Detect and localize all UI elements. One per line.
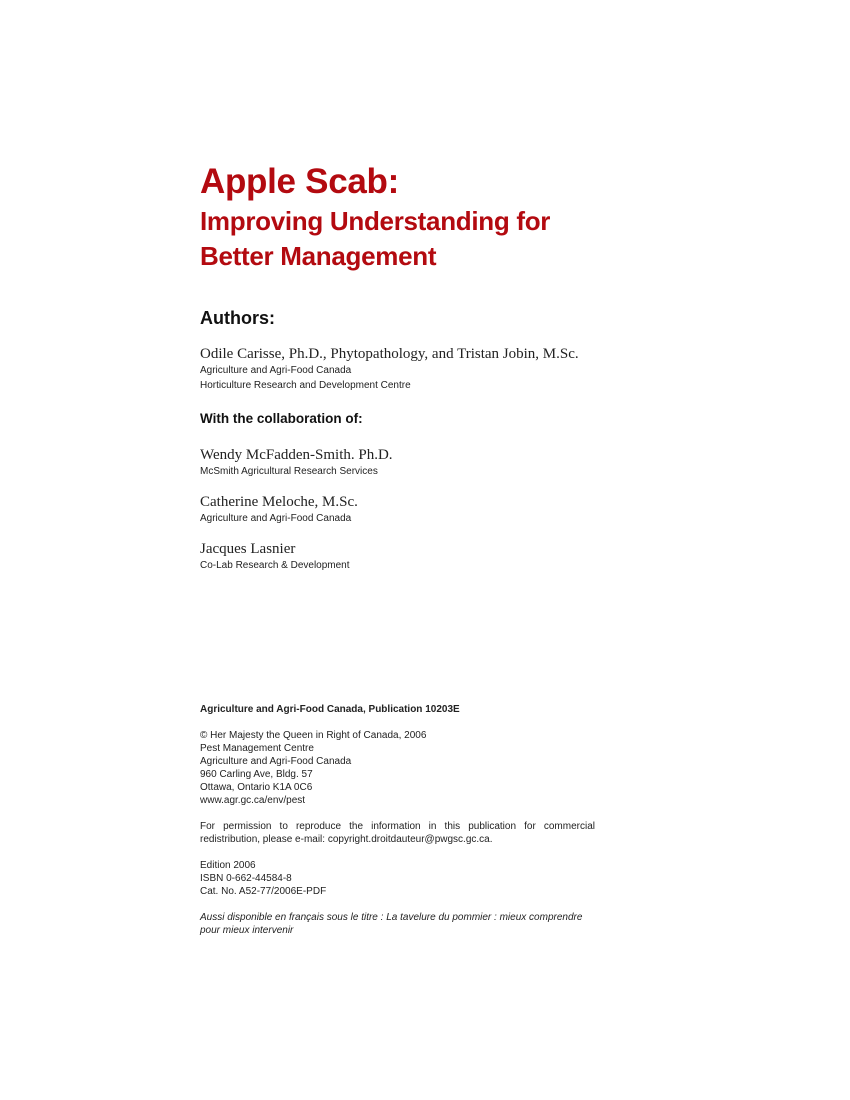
edition-info: [200, 859, 595, 898]
website-link[interactable]: www.agr.gc.ca/env/pest: [200, 795, 306, 806]
catalogue-line: Cat. No. A52-77/2006E-PDF: [200, 886, 327, 897]
collaborator-name: Jacques Lasnier: [200, 541, 296, 557]
isbn-line: ISBN 0-662-44584-8: [200, 873, 292, 884]
collaborator-affiliation: Agriculture and Agri-Food Canada: [200, 513, 352, 524]
document-subtitle-line-2: Better Management: [200, 241, 437, 271]
main-authors-names: Odile Carisse, Ph.D., Phytopathology, and Tristan Jobin, M.Sc.: [200, 346, 579, 362]
publication-title: Agriculture and Agri-Food Canada, Publication 10203E: [200, 704, 460, 715]
main-authors-block: [200, 345, 600, 393]
publication-info: [200, 703, 595, 937]
main-authors-affiliation-1: Agriculture and Agri-Food Canada: [200, 365, 352, 376]
main-authors-affiliation-2: Horticulture Research and Development Centre: [200, 380, 411, 391]
address-line: Agriculture and Agri-Food Canada: [200, 756, 352, 767]
collaborators-list: [200, 446, 600, 573]
collaborator-affiliation: McSmith Agricultural Research Services: [200, 466, 378, 477]
address-line: Ottawa, Ontario K1A 0C6: [200, 782, 313, 793]
permission-notice: For permission to reproduce the information in this publication for commercial redistribution, please e-mail: copyright.droitdauteur@pwgsc.gc.ca.: [200, 821, 595, 845]
collaborator-affiliation: Co-Lab Research & Development: [200, 560, 350, 571]
collaborator-item: [200, 446, 600, 479]
document-title: Apple Scab:: [200, 162, 399, 201]
collaborator-item: [200, 493, 600, 526]
document-subtitle-line-1: Improving Understanding for: [200, 206, 551, 236]
publisher-address: [200, 729, 595, 807]
collaborator-item: [200, 540, 600, 573]
collaboration-heading: With the collaboration of:: [200, 411, 363, 426]
collaborator-name: Catherine Meloche, M.Sc.: [200, 494, 358, 510]
collaborator-name: Wendy McFadden-Smith. Ph.D.: [200, 447, 393, 463]
copyright-line: © Her Majesty the Queen in Right of Canada, 2006: [200, 730, 427, 741]
address-line: Pest Management Centre: [200, 743, 314, 754]
authors-heading: Authors:: [200, 308, 275, 328]
edition-line: Edition 2006: [200, 860, 256, 871]
address-line: 960 Carling Ave, Bldg. 57: [200, 769, 313, 780]
french-availability-note: Aussi disponible en français sous le titre : La tavelure du pommier : mieux comprendre pour mieux intervenir: [200, 912, 583, 936]
title-page: [200, 160, 600, 587]
